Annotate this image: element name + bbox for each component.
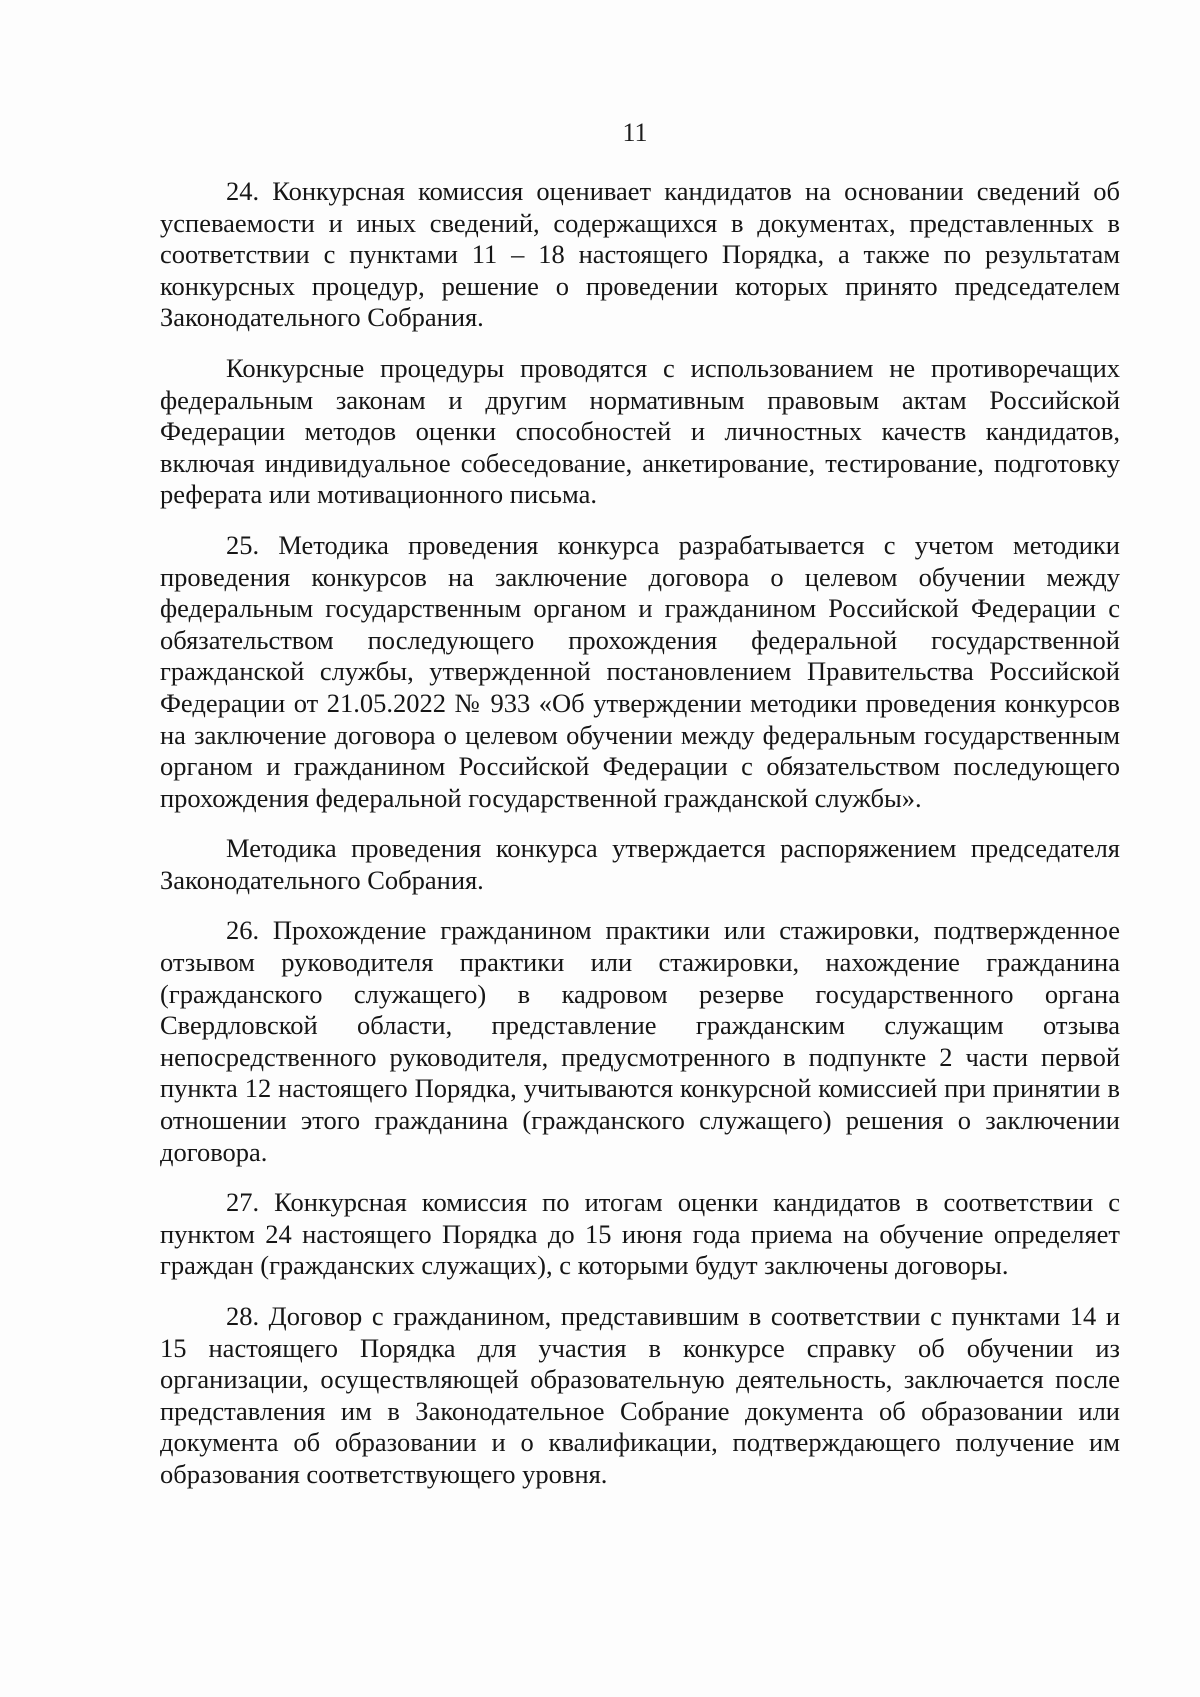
document-body [160,176,1120,1491]
paragraph-26: 26. Прохождение гражданином практики или стажировки, подтвержденное отзывом руководителя практики или стажировки, нахождение гражданина (гражданского служащего) в кадровом резерве государственного органа Свердловской области, представление гражданским служащим отзыва непосредственного руководителя, предусмотренного в подпункте 2 части первой пункта 12 настоящего Порядка, учитываются конкурсной комиссией при принятии в отношении этого гражданина (гражданского служащего) решения о заключении договора. [160,915,1120,1167]
paragraph-25-continued: Методика проведения конкурса утверждается распоряжением председателя Законодательного Собрания. [160,833,1120,895]
paragraph-25: 25. Методика проведения конкурса разрабатывается с учетом методики проведения конкурсов на заключение договора о целевом обучении между федеральным государственным органом и гражданином Российской Федерации с обязательством последующего прохождения федеральной государственной гражданской службы, утвержденной постановлением Правительства Российской Федерации от 21.05.2022 № 933 «Об утверждении методики проведения конкурсов на заключение договора о целевом обучении между федеральным государственным органом и гражданином Российской Федерации с обязательством последующего прохождения федеральной государственной гражданской службы». [160,529,1120,813]
paragraph-27: 27. Конкурсная комиссия по итогам оценки кандидатов в соответствии с пунктом 24 настоящего Порядка до 15 июня года приема на обучение определяет граждан (гражданских служащих), с которыми будут заключены договоры. [160,1187,1120,1281]
paragraph-24-continued: Конкурсные процедуры проводятся с использованием не противоречащих федеральным законам и другим нормативным правовым актам Российской Федерации методов оценки способностей и личностных качеств кандидатов, включая индивидуальное собеседование, анкетирование, тестирование, подготовку реферата или мотивационного письма. [160,352,1120,510]
page-number: 11 [622,118,648,147]
paragraph-24: 24. Конкурсная комиссия оценивает кандидатов на основании сведений об успеваемости и иных сведений, содержащихся в документах, представленных в соответствии с пунктами 11 – 18 настоящего Порядка, а также по результатам конкурсных процедур, решение о проведении которых принято председателем Законодательного Собрания. [160,176,1120,333]
paragraph-28: 28. Договор с гражданином, представившим в соответствии с пунктами 14 и 15 настоящего Порядка для участия в конкурсе справку об обучении из организации, осуществляющей образовательную деятельность, заключается после представления им в Законодательное Собрание документа об образовании или документа об образовании и о квалификации, подтверждающего получение им образования соответствующего уровня. [160,1301,1120,1489]
